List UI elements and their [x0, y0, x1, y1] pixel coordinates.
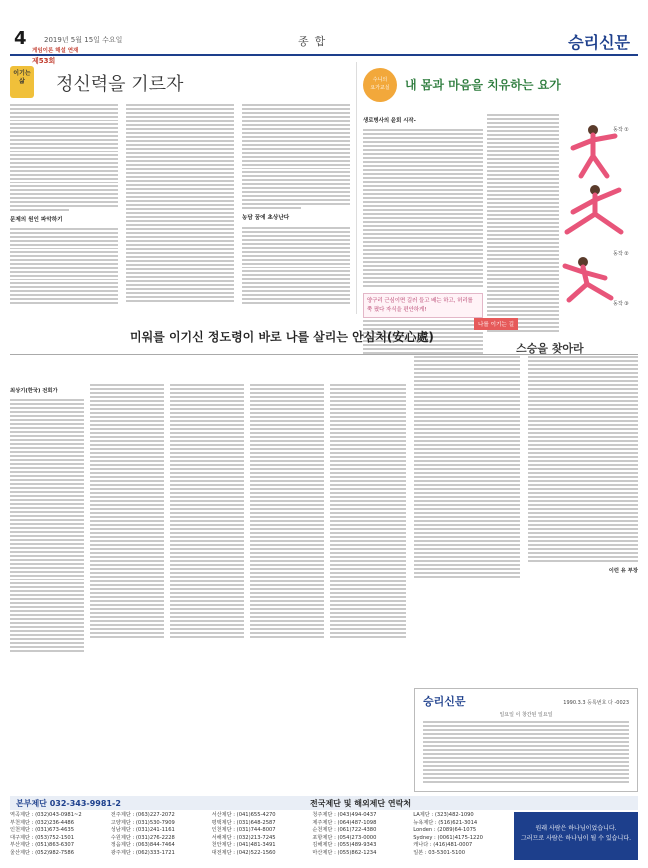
directory-entry: 광주제단 : (062)333-1721: [110, 849, 175, 856]
page-header: [0, 0, 648, 56]
yoga-pose-2-illustration: [557, 180, 635, 238]
publisher-name: 승리신문: [423, 695, 466, 708]
lower-column-5: [330, 384, 406, 652]
header-divider: [10, 54, 638, 56]
promo-line: 그러므로 사람은 하나님이 될 수 있습니다.: [521, 834, 631, 842]
directory-entry: 청주제단 : (043)494-0437: [312, 812, 377, 818]
directory-entry: Londen : (2089)64-1075: [413, 827, 477, 834]
yoga-title: 내 몸과 마음을 치유하는 요가: [405, 78, 561, 92]
directory-entry: 제주제단 : (064)487-1098: [312, 819, 377, 826]
pose-label: 동작 ②: [613, 251, 629, 257]
essay-column-tag: 나를 이기는 길: [474, 318, 518, 330]
essay-column-2: [528, 356, 638, 646]
article-subhead: 문제의 원인 파악하기: [10, 216, 63, 223]
article-title: 정신력을 기르자: [56, 74, 184, 95]
directory-entry: 인천제단 : (031)673-4635: [10, 827, 75, 834]
directory-header: [10, 796, 638, 810]
directory-entry: 서해제단 : (032)213-7245: [211, 834, 276, 841]
directory-entry: 부천제단 : (032)236-4486: [10, 819, 75, 826]
publisher-info-box: [414, 688, 638, 792]
directory-entry: 수원제단 : (031)276-2228: [110, 834, 175, 841]
directory-entry: 서산제단 : (041)655-4270: [211, 812, 276, 818]
article-column-2: [126, 104, 234, 304]
yoga-callout: 양구리 근심이면 길러 들고 배는 하고, 허리를 쭉 폈다 자식을 편안하게!: [363, 293, 483, 318]
directory-entry: 일본 : 03-5301-5100: [413, 849, 466, 856]
directory-entry: 순천제단 : (061)722-4380: [312, 827, 377, 834]
directory-title: 전국제단 및 해외제단 연락처: [310, 799, 412, 808]
article-subhead: 농담 꿈에 초상난다: [242, 215, 290, 222]
directory-entry: 대전제단 : (042)522-1560: [211, 849, 276, 856]
directory-entry: 성남제단 : (031)241-1161: [110, 827, 175, 834]
yoga-feature: [356, 62, 638, 314]
page-number: 4: [14, 28, 27, 49]
lower-column-4: [250, 384, 324, 652]
directory-entry: 마산제단 : (055)862-1234: [312, 849, 377, 856]
directory-entry: 인천제단 : (031)744-8007: [211, 827, 276, 834]
directory-entry: 천안제단 : (041)481-3491: [211, 842, 276, 849]
directory-entry: 캐나다 : (416)481-0007: [413, 842, 473, 849]
directory-entry: 포항제단 : (054)273-0000: [312, 834, 377, 841]
column-author: 최상기(한국) 전회가: [10, 388, 58, 394]
directory-table: [10, 812, 510, 857]
pose-label: 동작 ①: [613, 127, 629, 133]
lower-column-2: [90, 384, 164, 652]
yoga-body-2: [487, 114, 559, 332]
directory-entry: 정읍제단 : (063)844-7464: [110, 842, 175, 849]
section-title: 종합: [298, 35, 332, 48]
promo-line: 원래 사람은 하나님이었습니다.: [535, 825, 617, 832]
branch-directory: [10, 796, 638, 862]
yoga-column-badge: 수니의 요가교실: [363, 68, 397, 102]
registration-info: 1990.3.3 등록번호 다 -0023: [563, 700, 629, 706]
publisher-subtitle: 일요일 이 창간된 일요일: [499, 712, 553, 718]
article-body: [10, 104, 350, 304]
directory-entry: 고양제단 : (031)530-7909: [110, 819, 175, 826]
series-kicker: 게임이론 해설 연재: [32, 48, 79, 54]
directory-entry: 평택제단 : (031)648-2587: [211, 819, 276, 826]
essay-title: 스승을 찾아라: [516, 342, 584, 355]
column-badge: 이기는 삶: [10, 66, 34, 98]
article-column-1: [10, 104, 118, 304]
publisher-details: [423, 721, 629, 783]
directory-entry: 역곡제단 : (032)043-0981~2: [10, 812, 82, 818]
issue-date: 2019년 5월 15일 수요일: [44, 36, 123, 44]
directory-entry: 전주제단 : (063)227-2072: [110, 812, 175, 818]
pose-label: 동작 ③: [613, 301, 629, 307]
column-article: [10, 62, 350, 310]
lower-article-columns: [10, 384, 638, 652]
directory-entry: 대구제단 : (053)752-1501: [10, 834, 75, 841]
series-issue-number: 제53회: [32, 57, 56, 65]
directory-entry: 울산제단 : (052)982-7586: [10, 849, 75, 856]
directory-entry: 김해제단 : (055)489-9343: [312, 842, 377, 849]
essay-column-1: [414, 356, 520, 646]
directory-entry: LA제단 : (323)482-1090: [413, 812, 474, 818]
directory-entry: 부산제단 : (051)863-6307: [10, 842, 75, 849]
headquarters-phone: 본부제단 032-343-9981-2: [16, 799, 121, 808]
directory-entry: Sydney : (0061)4175-1220: [413, 834, 483, 841]
lower-column-3: [170, 384, 244, 652]
article-column-3: [242, 104, 350, 304]
newspaper-masthead: 승리신문: [568, 33, 630, 52]
lower-column-1: [10, 384, 84, 652]
essay-byline: 이런 유 부장: [608, 568, 638, 574]
feature-headline: 미워를 이기신 정도령이 바로 나를 살리는 안심처(安心處): [130, 330, 434, 344]
directory-entry: 뉴욕제단 : (516)621-3014: [413, 819, 478, 826]
yoga-pose-3-illustration: [553, 252, 623, 304]
yoga-subhead: 생로병사의 윤회 시작-: [363, 118, 416, 124]
promo-banner: [514, 812, 638, 860]
